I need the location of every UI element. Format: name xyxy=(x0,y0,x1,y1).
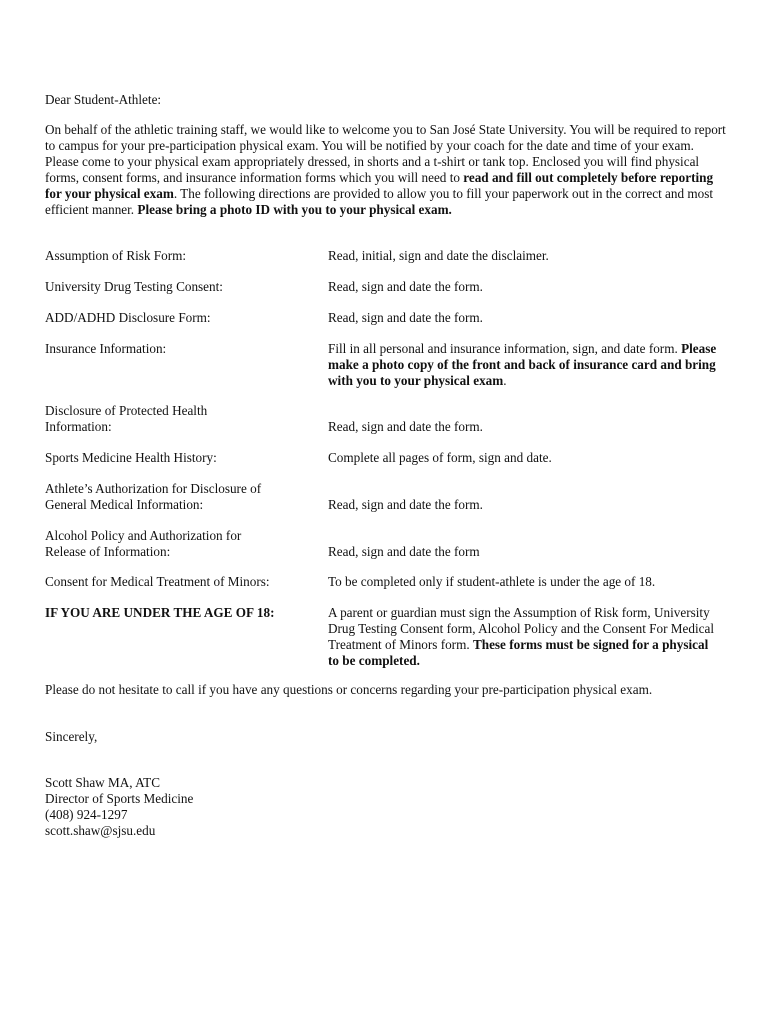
instruction-text: Fill in all personal and insurance information, sign, and date form. xyxy=(328,341,682,356)
form-instruction xyxy=(328,605,718,669)
form-instruction: Read, sign and date the form. xyxy=(328,497,483,512)
signature-name: Scott Shaw MA, ATC xyxy=(45,775,161,790)
intro-paragraph xyxy=(45,122,730,218)
form-instruction xyxy=(328,341,718,389)
signature-phone: (408) 924-1297 xyxy=(45,807,128,822)
form-label: IF YOU ARE UNDER THE AGE OF 18: xyxy=(45,605,275,620)
intro-bold-2: Please bring a photo ID with you to your physical exam. xyxy=(137,202,452,217)
form-instruction: Complete all pages of form, sign and date. xyxy=(328,450,552,465)
form-instruction: Read, sign and date the form xyxy=(328,544,480,559)
form-instruction: Read, sign and date the form. xyxy=(328,419,483,434)
form-label: Sports Medicine Health History: xyxy=(45,450,217,465)
signature-email: scott.shaw@sjsu.edu xyxy=(45,823,156,838)
form-label: University Drug Testing Consent: xyxy=(45,279,223,294)
greeting: Dear Student-Athlete: xyxy=(45,92,162,107)
instruction-text: A parent or guardian must sign the Assumption of Risk form, University Drug Testing Consent form, Alcohol Policy and the Consent For Medical Treatment of Minors form. xyxy=(328,605,714,652)
form-label: Assumption of Risk Form: xyxy=(45,248,187,263)
intro-text-1: On behalf of the athletic training staff, we would like to welcome you to San José State University. You will be required to report to campus for your pre-participation physical exam. You will be notified by your coach for the date and time of your exam. Please come to your physical exam appropriately dressed, in shorts and a t-shirt or tank top. Enclosed you will find physical forms, consent forms, and insurance information forms which you will need to xyxy=(45,122,726,185)
intro-text-2: . The following directions are provided to allow you to fill your paperwork out in the correct and most efficient manner. xyxy=(45,186,714,217)
form-label: Consent for Medical Treatment of Minors: xyxy=(45,574,270,589)
instruction-end: . xyxy=(503,373,507,388)
form-label: Alcohol Policy and Authorization for Release of Information: xyxy=(45,528,242,559)
signature-title: Director of Sports Medicine xyxy=(45,791,194,806)
form-instruction: Read, sign and date the form. xyxy=(328,310,483,325)
form-label: Disclosure of Protected Health Information: xyxy=(45,403,208,434)
form-label: Athlete’s Authorization for Disclosure of General Medical Information: xyxy=(45,481,262,512)
instruction-bold: Please make a photo copy of the front and back of insurance card and bring with you to your physical exam xyxy=(328,341,717,388)
form-instruction: Read, sign and date the form. xyxy=(328,279,483,294)
intro-bold-1: read and fill out completely before reporting for your physical exam xyxy=(45,170,714,201)
sign-off: Sincerely, xyxy=(45,729,98,744)
form-label: ADD/ADHD Disclosure Form: xyxy=(45,310,211,325)
form-instruction: Read, initial, sign and date the disclaimer. xyxy=(328,248,549,263)
form-label: Insurance Information: xyxy=(45,341,167,356)
closing-paragraph: Please do not hesitate to call if you have any questions or concerns regarding your pre-participation physical exam. xyxy=(45,682,653,697)
form-instruction: To be completed only if student-athlete is under the age of 18. xyxy=(328,574,656,589)
signature-block xyxy=(45,775,193,839)
instruction-bold: These forms must be signed for a physical to be completed. xyxy=(328,637,709,668)
